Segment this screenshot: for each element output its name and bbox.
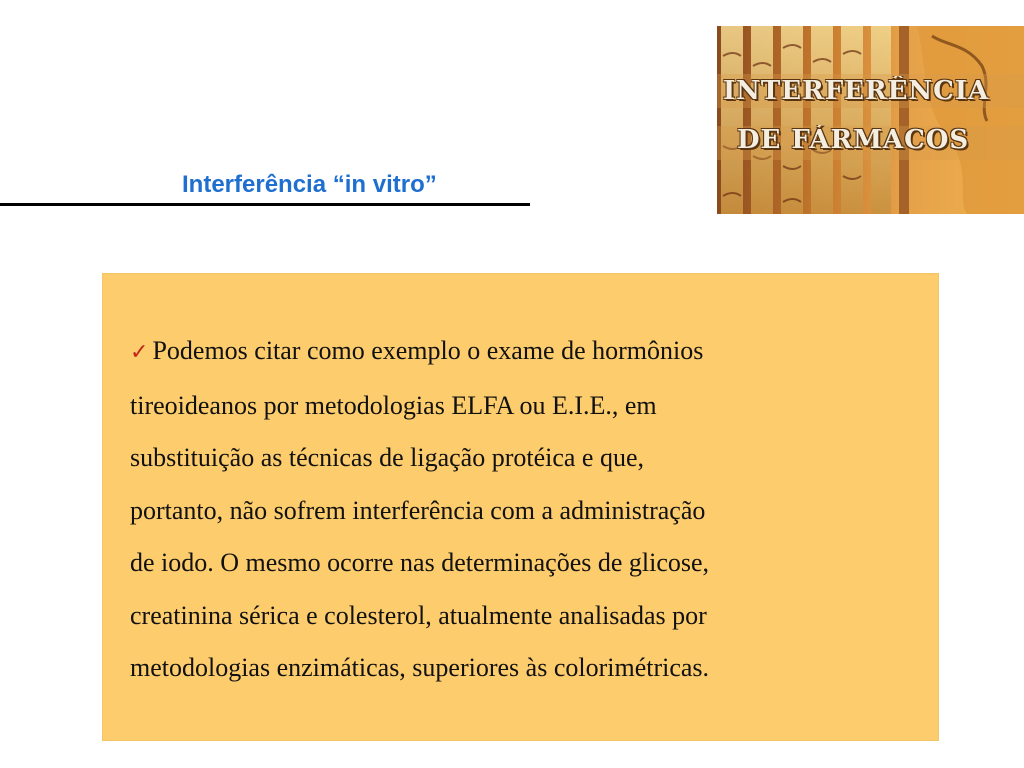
logo-text-line-2: DE FÁRMACOS (737, 125, 970, 155)
body-line: metodologias enzimáticas, superiores às colorimétricas. (130, 653, 710, 682)
content-box (102, 273, 939, 741)
body-line: substituição as técnicas de ligação protéica e que, (130, 443, 645, 472)
checkmark-icon: ✓ (130, 340, 149, 365)
body-paragraph (130, 325, 920, 695)
interferencia-de-farmacos-logo (717, 26, 1024, 214)
slide-title: Interferência “in vitro” (182, 171, 437, 198)
body-line: de iodo. O mesmo ocorre nas determinações de glicose, (130, 548, 710, 577)
body-line-text: Podemos citar como exemplo o exame de hormônios (152, 336, 704, 365)
body-line: creatinina sérica e colesterol, atualmente analisadas por (130, 600, 707, 630)
title-underline (0, 203, 530, 206)
body-line: portanto, não sofrem interferência com a administração (130, 495, 706, 525)
body-line: tireoideanos por metodologias ELFA ou E.I.E., em (130, 390, 657, 420)
body-line (130, 325, 920, 380)
logo-text-line-1: INTERFERÊNCIA (723, 76, 990, 106)
